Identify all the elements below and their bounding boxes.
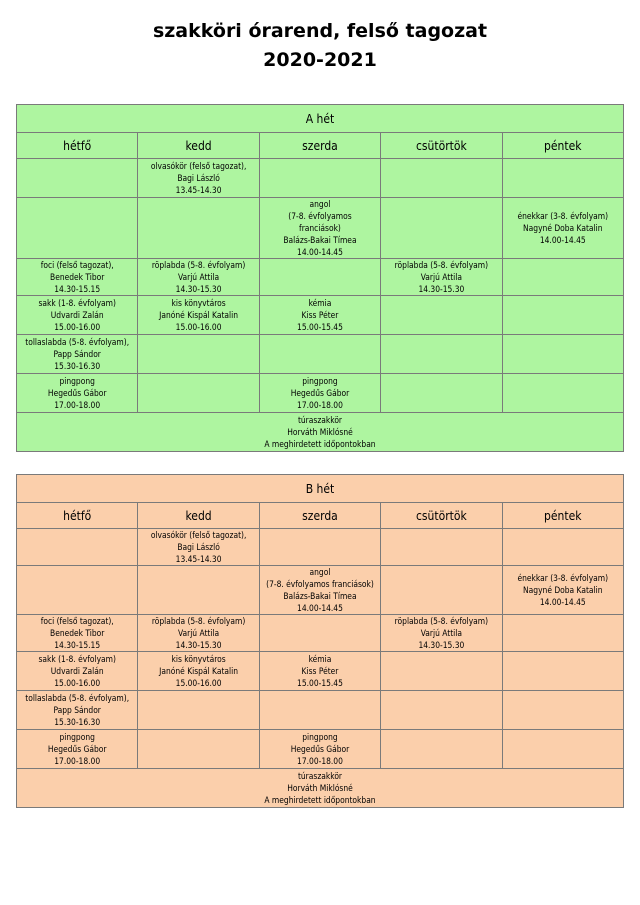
activity-line: 14.00-14.45 — [297, 247, 343, 257]
activity-cell — [259, 566, 380, 615]
empty-cell — [381, 730, 502, 769]
empty-cell — [502, 259, 623, 296]
activity-cell — [138, 296, 259, 335]
activity-line: 15.30-16.30 — [54, 361, 101, 371]
activity-line: 17.00-18.00 — [297, 756, 343, 766]
activity-line: foci (felső tagozat), — [40, 260, 114, 270]
day-header: hétfő — [17, 133, 138, 159]
day-header-row — [17, 503, 624, 529]
empty-cell — [502, 296, 623, 335]
day-header-row — [17, 133, 624, 159]
activity-line: pingpong — [302, 732, 338, 742]
day-header: péntek — [502, 503, 623, 529]
activity-cell — [138, 259, 259, 296]
activity-line: Balázs-Bakai Tímea — [283, 235, 357, 245]
activity-line: Benedek Tibor — [50, 628, 105, 638]
activity-cell — [502, 566, 623, 615]
timetable-row — [17, 691, 624, 730]
activity-line: (7-8. évfolyamos — [288, 211, 352, 221]
empty-cell — [381, 159, 502, 198]
activity-line: foci (felső tagozat), — [40, 616, 114, 626]
day-header: csütörtök — [381, 133, 502, 159]
day-header: szerda — [259, 133, 380, 159]
empty-cell — [502, 335, 623, 374]
activity-cell — [138, 652, 259, 691]
activity-line: Nagyné Doba Katalin — [523, 585, 603, 595]
activity-line: röplabda (5-8. évfolyam) — [394, 260, 489, 270]
activity-line: Janóné Kispál Katalin — [159, 666, 238, 676]
empty-cell — [381, 335, 502, 374]
activity-line: 14.30-15.30 — [418, 284, 465, 294]
activity-line: 14.00-14.45 — [297, 603, 343, 613]
activity-line: röplabda (5-8. évfolyam) — [394, 616, 489, 626]
footer-line: A meghirdetett időpontokban — [264, 439, 376, 449]
activity-line: Kiss Péter — [301, 666, 339, 676]
empty-cell — [138, 335, 259, 374]
week-a-timetable — [16, 104, 624, 452]
footer-line: Horváth Miklósné — [287, 427, 353, 437]
empty-cell — [381, 374, 502, 413]
activity-line: angol — [309, 199, 331, 209]
activity-cell — [17, 652, 138, 691]
empty-cell — [259, 615, 380, 652]
empty-cell — [138, 374, 259, 413]
activity-line: Udvardi Zalán — [50, 666, 104, 676]
activity-line: röplabda (5-8. évfolyam) — [151, 616, 246, 626]
activity-line: kémia — [308, 654, 332, 664]
activity-line: Balázs-Bakai Tímea — [283, 591, 357, 601]
activity-cell — [17, 335, 138, 374]
activity-cell — [17, 615, 138, 652]
activity-line: Hegedűs Gábor — [290, 744, 350, 754]
activity-line: Papp Sándor — [53, 705, 101, 715]
week-b-timetable — [16, 474, 624, 808]
document-title: szakköri órarend, felső tagozat — [152, 20, 488, 42]
activity-line: Kiss Péter — [301, 310, 339, 320]
timetable-row — [17, 730, 624, 769]
activity-cell — [17, 691, 138, 730]
activity-line: 15.30-16.30 — [54, 717, 101, 727]
footer-row — [17, 413, 624, 452]
activity-line: sakk (1-8. évfolyam) — [38, 298, 116, 308]
activity-cell — [381, 615, 502, 652]
footer-line: A meghirdetett időpontokban — [264, 795, 376, 805]
activity-line: Hegedűs Gábor — [47, 388, 107, 398]
activity-line: 13.45-14.30 — [175, 554, 222, 564]
empty-cell — [381, 652, 502, 691]
activity-line: olvasókör (felső tagozat), — [150, 530, 247, 540]
activity-line: 17.00-18.00 — [54, 400, 101, 410]
timetable-row — [17, 615, 624, 652]
activity-line: 13.45-14.30 — [175, 185, 222, 195]
empty-cell — [381, 691, 502, 730]
activity-line: 17.00-18.00 — [54, 756, 101, 766]
activity-cell — [259, 296, 380, 335]
empty-cell — [138, 198, 259, 259]
timetable-row — [17, 159, 624, 198]
activity-cell — [17, 374, 138, 413]
footer-line: Horváth Miklósné — [287, 783, 353, 793]
footer-line: túraszakkör — [297, 415, 343, 425]
activity-line: kis könyvtáros — [171, 298, 226, 308]
empty-cell — [259, 529, 380, 566]
activity-line: 15.00-16.00 — [175, 678, 222, 688]
day-header: kedd — [138, 503, 259, 529]
empty-cell — [381, 198, 502, 259]
activity-cell — [138, 159, 259, 198]
activity-cell — [259, 374, 380, 413]
activity-line: Varjú Attila — [177, 272, 220, 282]
activity-cell — [138, 529, 259, 566]
activity-line: Nagyné Doba Katalin — [523, 223, 603, 233]
activity-line: Hegedűs Gábor — [47, 744, 107, 754]
activity-line: 17.00-18.00 — [297, 400, 343, 410]
activity-cell — [17, 730, 138, 769]
timetable-row — [17, 259, 624, 296]
empty-cell — [138, 566, 259, 615]
activity-line: 15.00-16.00 — [54, 322, 101, 332]
activity-line: 14.00-14.45 — [539, 235, 586, 245]
activity-line: olvasókör (felső tagozat), — [150, 161, 247, 171]
activity-cell — [17, 259, 138, 296]
hiking-club-cell — [17, 413, 624, 452]
timetable-row — [17, 566, 624, 615]
activity-line: Hegedűs Gábor — [290, 388, 350, 398]
activity-line: énekkar (3-8. évfolyam) — [517, 573, 609, 583]
activity-line: 14.00-14.45 — [539, 597, 586, 607]
day-header: csütörtök — [381, 503, 502, 529]
activity-line: sakk (1-8. évfolyam) — [38, 654, 116, 664]
week-header-row — [17, 105, 624, 133]
activity-line: pingpong — [302, 376, 338, 386]
activity-line: Varjú Attila — [420, 628, 462, 638]
week-header-row — [17, 475, 624, 503]
activity-line: 14.30-15.15 — [54, 640, 101, 650]
activity-line: Papp Sándor — [53, 349, 101, 359]
activity-cell — [259, 652, 380, 691]
empty-cell — [259, 159, 380, 198]
day-header: hétfő — [17, 503, 138, 529]
footer-row — [17, 769, 624, 808]
activity-line: Varjú Attila — [420, 272, 462, 282]
activity-line: 14.30-15.30 — [175, 284, 222, 294]
activity-line: Benedek Tibor — [50, 272, 105, 282]
empty-cell — [17, 198, 138, 259]
empty-cell — [138, 730, 259, 769]
activity-line: kis könyvtáros — [171, 654, 226, 664]
activity-line: (7-8. évfolyamos franciások) — [266, 579, 374, 589]
day-header: kedd — [138, 133, 259, 159]
activity-line: tollaslabda (5-8. évfolyam), — [25, 693, 130, 703]
activity-cell — [502, 198, 623, 259]
footer-line: túraszakkör — [297, 771, 343, 781]
activity-line: pingpong — [59, 732, 95, 742]
empty-cell — [502, 529, 623, 566]
week-label: B hét — [17, 475, 624, 503]
activity-line: Varjú Attila — [177, 628, 220, 638]
activity-line: angol — [309, 567, 331, 577]
school-year: 2020-2021 — [263, 49, 377, 71]
activity-line: 14.30-15.30 — [418, 640, 465, 650]
empty-cell — [502, 159, 623, 198]
activity-cell — [138, 615, 259, 652]
timetable-row — [17, 335, 624, 374]
activity-line: kémia — [308, 298, 332, 308]
activity-line: Janóné Kispál Katalin — [159, 310, 238, 320]
activity-cell — [259, 730, 380, 769]
activity-line: 14.30-15.15 — [54, 284, 101, 294]
activity-line: franciások) — [299, 223, 341, 233]
empty-cell — [259, 691, 380, 730]
empty-cell — [17, 159, 138, 198]
activity-line: 15.00-16.00 — [54, 678, 101, 688]
empty-cell — [259, 259, 380, 296]
timetable-row — [17, 374, 624, 413]
empty-cell — [502, 691, 623, 730]
empty-cell — [381, 529, 502, 566]
empty-cell — [17, 529, 138, 566]
empty-cell — [138, 691, 259, 730]
activity-cell — [17, 296, 138, 335]
empty-cell — [381, 296, 502, 335]
empty-cell — [259, 335, 380, 374]
activity-cell — [259, 198, 380, 259]
activity-line: Bagi László — [177, 542, 220, 552]
empty-cell — [17, 566, 138, 615]
activity-line: énekkar (3-8. évfolyam) — [517, 211, 609, 221]
timetable-row — [17, 652, 624, 691]
timetable-row — [17, 296, 624, 335]
empty-cell — [502, 374, 623, 413]
activity-line: 14.30-15.30 — [175, 640, 222, 650]
activity-line: tollaslabda (5-8. évfolyam), — [25, 337, 130, 347]
activity-cell — [381, 259, 502, 296]
hiking-club-cell — [17, 769, 624, 808]
day-header: szerda — [259, 503, 380, 529]
timetable-row — [17, 529, 624, 566]
activity-line: 15.00-15.45 — [297, 322, 343, 332]
activity-line: 15.00-16.00 — [175, 322, 222, 332]
empty-cell — [502, 652, 623, 691]
activity-line: 15.00-15.45 — [297, 678, 343, 688]
activity-line: Udvardi Zalán — [50, 310, 104, 320]
week-label: A hét — [17, 105, 624, 133]
day-header: péntek — [502, 133, 623, 159]
empty-cell — [502, 730, 623, 769]
empty-cell — [502, 615, 623, 652]
activity-line: röplabda (5-8. évfolyam) — [151, 260, 246, 270]
activity-line: Bagi László — [177, 173, 220, 183]
timetable-row — [17, 198, 624, 259]
activity-line: pingpong — [59, 376, 95, 386]
empty-cell — [381, 566, 502, 615]
